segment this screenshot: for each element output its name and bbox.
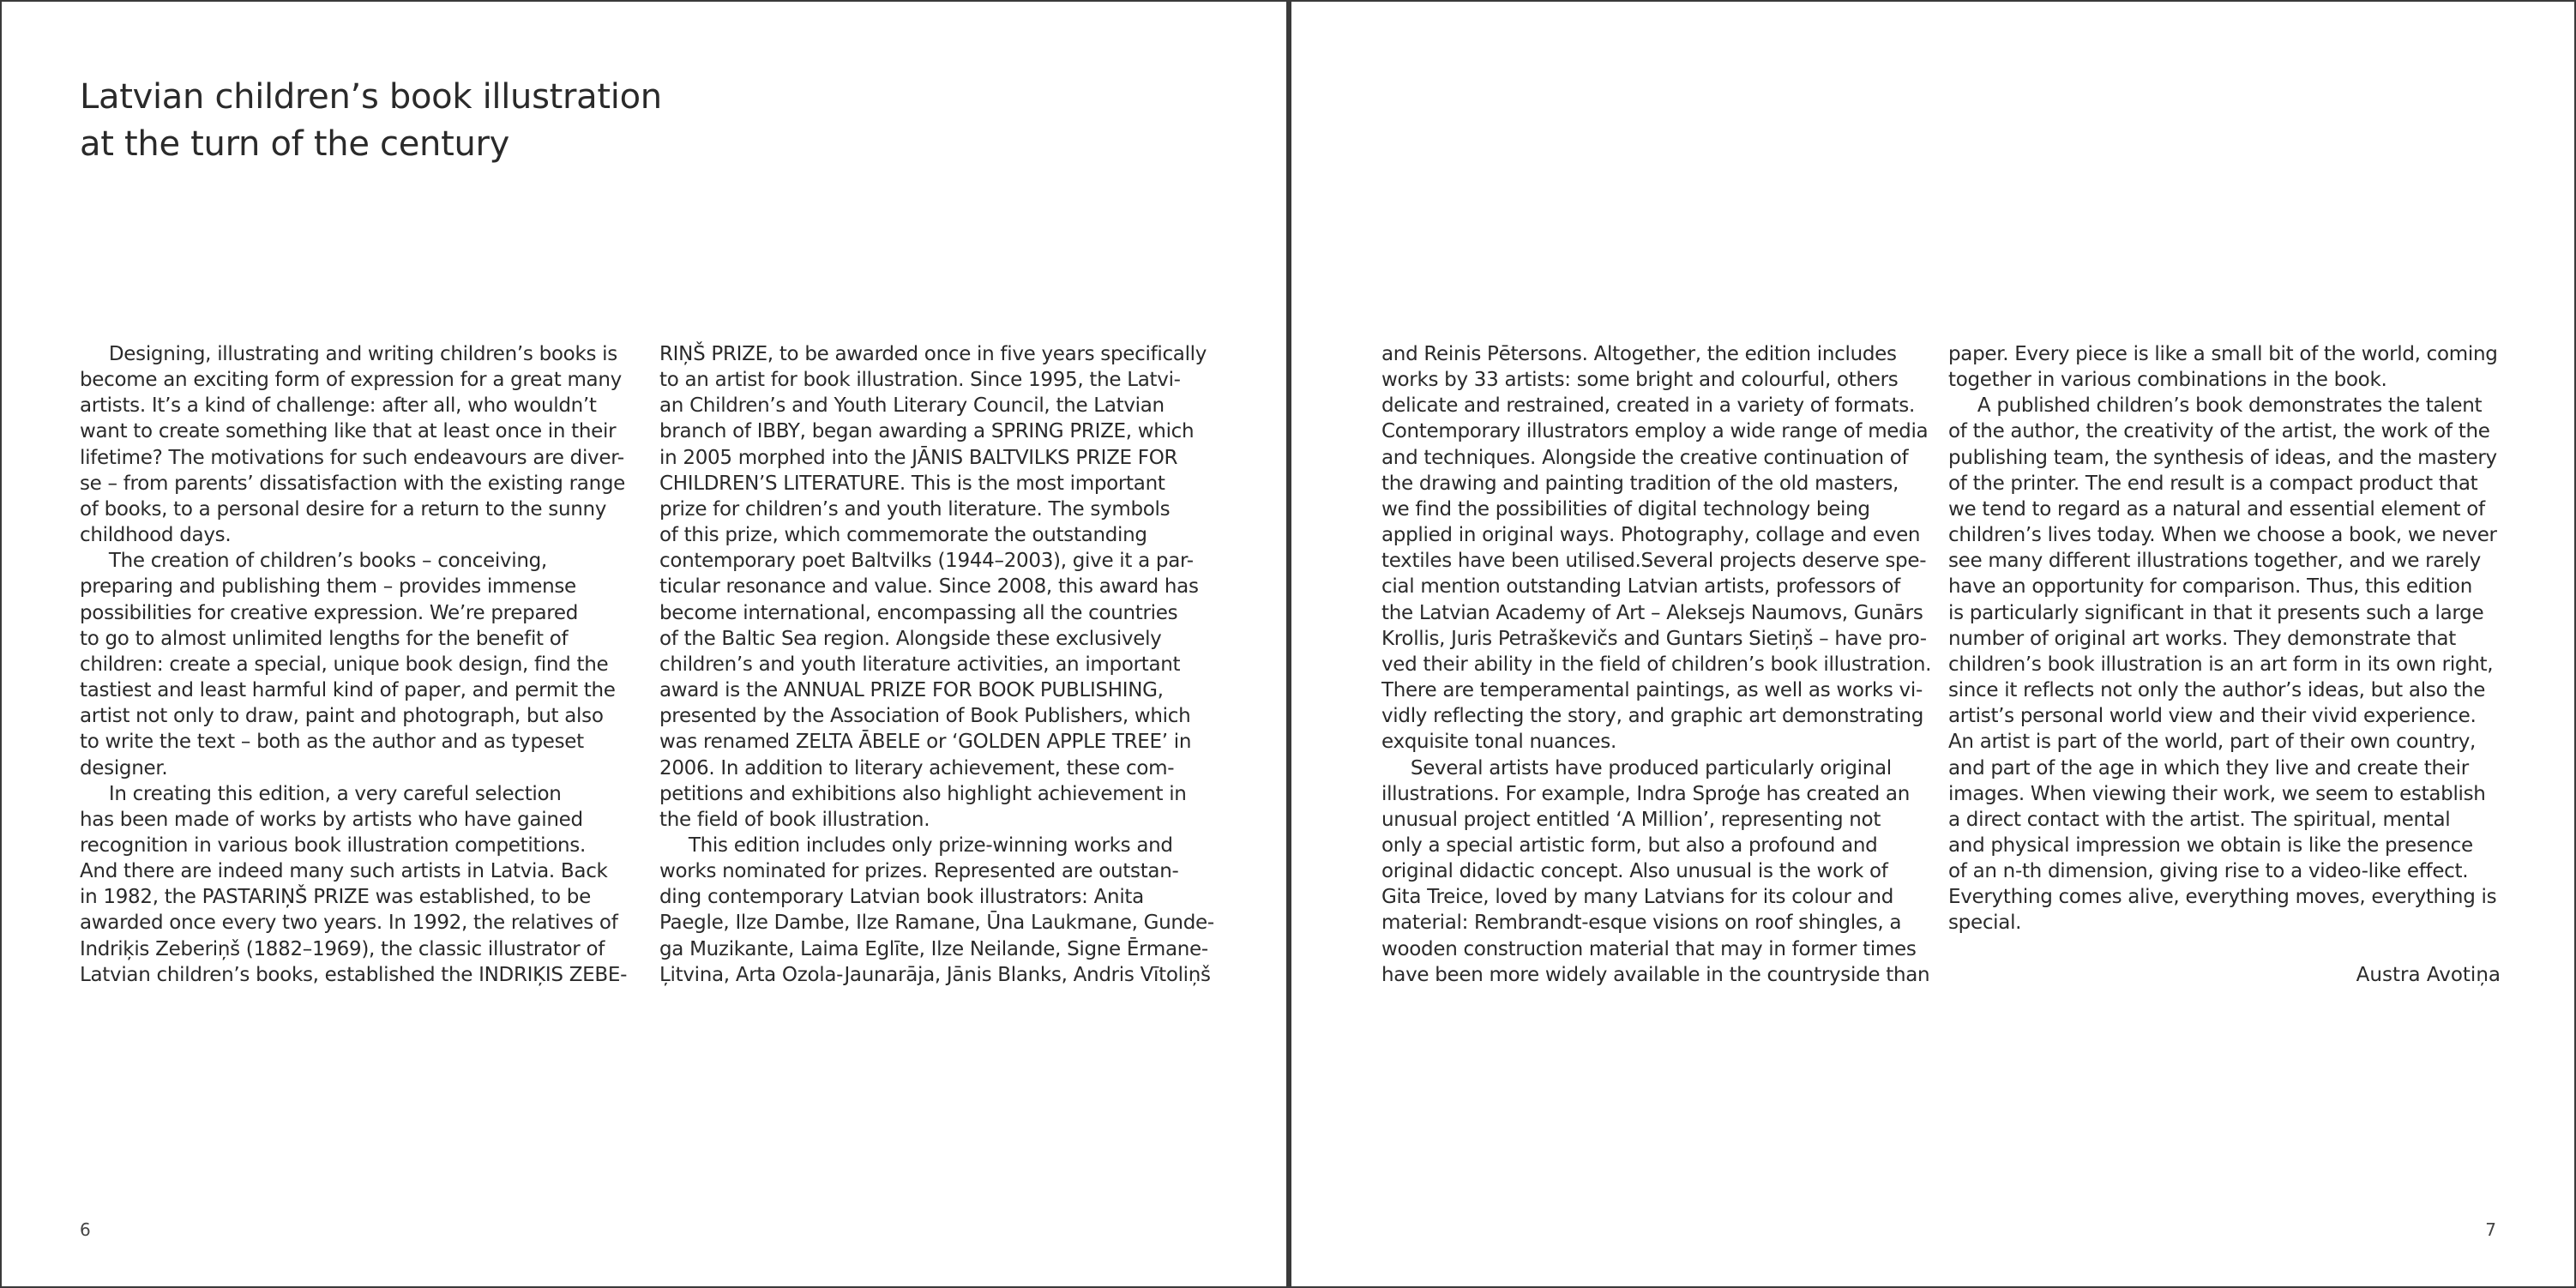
text-line: in 1982, the PASTARIŅŠ PRIZE was established, to be xyxy=(80,886,591,909)
title-line-2: at the turn of the century xyxy=(80,124,510,164)
text-line: the field of book illustration. xyxy=(659,808,930,831)
text-line: become an exciting form of expression for a great many xyxy=(80,369,622,392)
text-line: cial mention outstanding Latvian artists, professors of xyxy=(1381,575,1900,599)
text-line: of books, to a personal desire for a return to the sunny xyxy=(80,497,607,521)
text-line: and techniques. Alongside the creative continuation of xyxy=(1381,446,1909,469)
text-line: children’s book illustration is an art form in its own right, xyxy=(1948,653,2494,676)
text-line: works by 33 artists: some bright and colourful, others xyxy=(1381,369,1899,392)
text-line: designer. xyxy=(80,756,168,779)
text-line: prize for children’s and youth literature. The symbols xyxy=(659,497,1171,521)
text-line: works nominated for prizes. Represented are outstan- xyxy=(659,860,1179,883)
title-line-1: Latvian children’s book illustration xyxy=(80,77,662,117)
text-line: delicate and restrained, created in a variety of formats. xyxy=(1381,394,1915,418)
page-number-right: 7 xyxy=(2485,1219,2496,1240)
text-line: Gita Treice, loved by many Latvians for its colour and xyxy=(1381,886,1893,909)
text-column-2 xyxy=(659,341,1214,988)
text-line: we find the possibilities of digital technology being xyxy=(1381,497,1870,521)
text-line: and part of the age in which they live and create their xyxy=(1948,756,2469,779)
text-line: ved their ability in the field of children’s book illustration. xyxy=(1381,653,1932,676)
text-line: vidly reflecting the story, and graphic art demonstrating xyxy=(1381,705,1923,728)
text-line: since it reflects not only the author’s ideas, but also the xyxy=(1948,679,2486,702)
text-line: Everything comes alive, everything moves, everything is xyxy=(1948,886,2497,909)
text-line: awarded once every two years. In 1992, the relatives of xyxy=(80,912,618,935)
text-line: have been more widely available in the countryside than xyxy=(1381,963,1930,986)
text-line: recognition in various book illustration competitions. xyxy=(80,834,586,857)
text-line: together in various combinations in the book. xyxy=(1948,369,2387,392)
text-line: original didactic concept. Also unusual is the work of xyxy=(1381,860,1888,883)
text-line: And there are indeed many such artists in Latvia. Back xyxy=(80,860,608,883)
text-line: of the author, the creativity of the artist, the work of the xyxy=(1948,420,2490,443)
text-line: Designing, illustrating and writing children’s books is xyxy=(80,343,617,365)
text-line: children: create a special, unique book design, find the xyxy=(80,653,609,676)
text-line: There are temperamental paintings, as well as works vi- xyxy=(1381,679,1923,702)
text-line: branch of IBBY, began awarding a SPRING PRIZE, which xyxy=(659,420,1195,443)
text-line: artist’s personal world view and their vivid experience. xyxy=(1948,705,2477,728)
text-line: children’s lives today. When we choose a book, we never xyxy=(1948,524,2497,547)
text-line: A published children’s book demonstrates the talent xyxy=(1948,394,2483,418)
text-line: ga Muzikante, Laima Eglīte, Ilze Neilande, Signe Ērmane- xyxy=(659,937,1208,960)
text-line: exquisite tonal nuances. xyxy=(1381,731,1616,754)
text-line: only a special artistic form, but also a profound and xyxy=(1381,834,1878,857)
text-line: of this prize, which commemorate the outstanding xyxy=(659,524,1147,547)
text-line: is particularly significant in that it presents such a large xyxy=(1948,601,2484,624)
text-column-1 xyxy=(80,341,629,988)
text-line: in 2005 morphed into the JĀNIS BALTVILKS PRIZE FOR xyxy=(659,446,1178,469)
text-line: special. xyxy=(1948,912,2022,935)
text-line: RIŅŠ PRIZE, to be awarded once in five years specifically xyxy=(659,343,1207,365)
text-line: presented by the Association of Book Publishers, which xyxy=(659,705,1191,728)
text-line: has been made of works by artists who have gained xyxy=(80,808,583,831)
text-line: textiles have been utilised.Several projects deserve spe- xyxy=(1381,550,1927,573)
text-line: want to create something like that at least once in their xyxy=(80,420,617,443)
text-line: of the Baltic Sea region. Alongside these exclusively xyxy=(659,627,1162,650)
text-line: and Reinis Pētersons. Altogether, the edition includes xyxy=(1381,343,1897,365)
text-line: illustrations. For example, Indra Sproģe has created an xyxy=(1381,782,1910,805)
text-line: CHILDREN’S LITERATURE. This is the most important xyxy=(659,472,1165,495)
text-line: In creating this edition, a very careful selection xyxy=(80,782,562,805)
text-line: unusual project entitled ‘A Million’, representing not xyxy=(1381,808,1881,831)
text-line: lifetime? The motivations for such endeavours are diver- xyxy=(80,446,624,469)
text-line: to go to almost unlimited lengths for the benefit of xyxy=(80,627,569,650)
text-line: to write the text – both as the author and as typeset xyxy=(80,731,584,754)
text-line: childhood days. xyxy=(80,524,232,547)
text-line: of an n-th dimension, giving rise to a video-like effect. xyxy=(1948,860,2469,883)
text-line: images. When viewing their work, we seem to establish xyxy=(1948,782,2486,805)
text-line: Latvian children’s books, established the INDRIĶIS ZEBE- xyxy=(80,963,628,986)
text-line: wooden construction material that may in former times xyxy=(1381,937,1917,960)
text-line: 2006. In addition to literary achievement, these com- xyxy=(659,756,1175,779)
text-line: award is the ANNUAL PRIZE FOR BOOK PUBLISHING, xyxy=(659,679,1164,702)
text-column-3 xyxy=(1381,341,1930,988)
text-line: The creation of children’s books – conceiving, xyxy=(80,550,547,573)
text-line: was renamed ZELTA ĀBELE or ‘GOLDEN APPLE TREE’ in xyxy=(659,731,1192,754)
text-line: preparing and publishing them – provides immense xyxy=(80,575,576,599)
page-title xyxy=(80,74,766,168)
text-line: the drawing and painting tradition of the old masters, xyxy=(1381,472,1899,495)
text-line: the Latvian Academy of Art – Aleksejs Naumovs, Gunārs xyxy=(1381,601,1923,624)
text-line: publishing team, the synthesis of ideas, and the mastery xyxy=(1948,446,2497,469)
text-line: possibilities for creative expression. We’re prepared xyxy=(80,601,579,624)
text-line: Paegle, Ilze Dambe, Ilze Ramane, Ūna Laukmane, Gunde- xyxy=(659,912,1214,935)
text-line: a direct contact with the artist. The spiritual, mental xyxy=(1948,808,2451,831)
text-line: Krollis, Juris Petraškevičs and Guntars Sietiņš – have pro- xyxy=(1381,627,1927,650)
page-number-left: 6 xyxy=(80,1219,91,1240)
text-line: artists. It’s a kind of challenge: after all, who wouldn’t xyxy=(80,394,597,418)
text-line: petitions and exhibitions also highlight achievement in xyxy=(659,782,1187,805)
text-line: have an opportunity for comparison. Thus, this edition xyxy=(1948,575,2472,599)
text-line: children’s and youth literature activities, an important xyxy=(659,653,1181,676)
text-line: Contemporary illustrators employ a wide range of media xyxy=(1381,420,1929,443)
text-line: applied in original ways. Photography, collage and even xyxy=(1381,524,1921,547)
text-line: ding contemporary Latvian book illustrators: Anita xyxy=(659,886,1144,909)
text-line: tastiest and least harmful kind of paper, and permit the xyxy=(80,679,616,702)
text-line: An artist is part of the world, part of their own country, xyxy=(1948,731,2477,754)
text-line: and physical impression we obtain is like the presence xyxy=(1948,834,2473,857)
right-page xyxy=(1288,0,2576,1288)
text-line: Indriķis Zeberiņš (1882–1969), the classic illustrator of xyxy=(80,937,605,960)
text-line: artist not only to draw, paint and photograph, but also xyxy=(80,705,604,728)
text-line: an Children’s and Youth Literary Council, the Latvian xyxy=(659,394,1165,418)
text-line: contemporary poet Baltvilks (1944–2003), give it a par- xyxy=(659,550,1194,573)
text-line: Ļitvina, Arta Ozola-Jaunarāja, Jānis Blanks, Andris Vītoliņš xyxy=(659,963,1211,986)
text-line: become international, encompassing all the countries xyxy=(659,601,1178,624)
text-line: to an artist for book illustration. Since 1995, the Latvi- xyxy=(659,369,1181,392)
text-line: of the printer. The end result is a compact product that xyxy=(1948,472,2478,495)
text-line: Several artists have produced particularly original xyxy=(1381,756,1892,779)
text-line: ticular resonance and value. Since 2008, this award has xyxy=(659,575,1199,599)
text-column-4 xyxy=(1948,341,2497,936)
text-line: se – from parents’ dissatisfaction with the existing range xyxy=(80,472,626,495)
text-line: we tend to regard as a natural and essential element of xyxy=(1948,497,2485,521)
text-line: paper. Every piece is like a small bit of the world, coming xyxy=(1948,343,2498,365)
text-line: see many different illustrations together, and we rarely xyxy=(1948,550,2481,573)
author-signature: Austra Avotiņa xyxy=(2356,964,2501,986)
text-line: material: Rembrandt-esque visions on roof shingles, a xyxy=(1381,912,1902,935)
text-line: number of original art works. They demonstrate that xyxy=(1948,627,2456,650)
text-line: This edition includes only prize-winning works and xyxy=(659,834,1173,857)
